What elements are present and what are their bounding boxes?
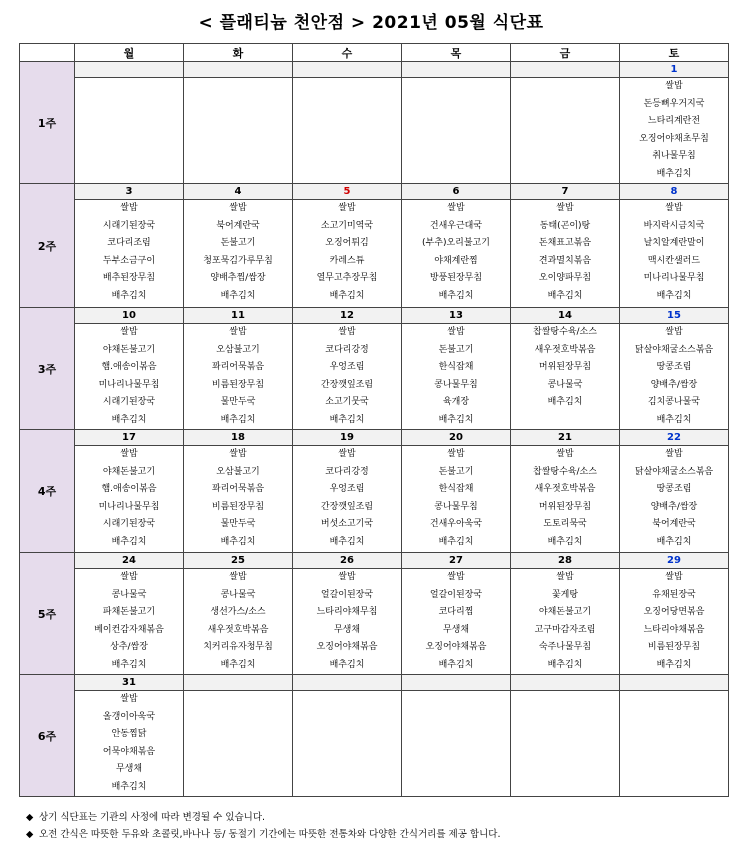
menu-item: 새우젓호박볶음 <box>207 624 269 635</box>
date-number: 12 <box>293 308 402 324</box>
menu-item: 한식잡채 <box>438 362 474 372</box>
menu-item: 견과멸치볶음 <box>538 255 592 266</box>
date-number: 5 <box>293 184 402 200</box>
menu-item: 오징어튀김 <box>325 238 369 248</box>
menu-item: 시래기된장국 <box>102 397 156 407</box>
menu-item: 맥시칸샐러드 <box>647 255 701 266</box>
menu-item: 오징어야채초무침 <box>639 133 709 144</box>
menu-item: 배추김치 <box>438 536 474 547</box>
menu-item: 양배추/쌈장 <box>650 501 698 512</box>
menu-cell <box>402 78 511 184</box>
menu-cell <box>184 446 293 553</box>
page-title: < 플래티늄 천안점 > 2021년 05월 식단표 <box>198 13 544 33</box>
menu-cell <box>620 78 729 184</box>
menu-cell <box>620 324 729 430</box>
menu-item: 코다리찜 <box>438 607 474 617</box>
date-number: 31 <box>75 675 184 691</box>
date-number <box>184 675 293 691</box>
menu-cell <box>511 691 620 797</box>
menu-item: 배추김치 <box>329 290 365 301</box>
date-number: 3 <box>75 184 184 200</box>
date-number <box>184 62 293 78</box>
menu-item: 쌀밥 <box>338 327 356 337</box>
menu-item: 꽈리어묵볶음 <box>211 484 265 494</box>
menu-item: 돈등뼈우거지국 <box>643 98 705 109</box>
menu-item: 배추김치 <box>111 290 147 301</box>
menu-item: 배추김치 <box>656 290 692 301</box>
menu-item: 새우젓호박볶음 <box>534 484 596 494</box>
date-number: 29 <box>620 553 729 569</box>
menu-item: 머위된장무침 <box>538 362 592 372</box>
date-number <box>620 675 729 691</box>
menu-cell <box>620 446 729 553</box>
menu-item: 바지락시금치국 <box>643 220 705 231</box>
menu-item: 쌀밥 <box>447 203 465 213</box>
date-number: 11 <box>184 308 293 324</box>
menu-cell <box>511 569 620 675</box>
week-label: 5주 <box>20 553 75 675</box>
date-number: 25 <box>184 553 293 569</box>
menu-item: 건새우근대국 <box>429 220 483 231</box>
menu-item: 꽃게탕 <box>551 589 579 600</box>
menu-item: 햄.애송이볶음 <box>101 484 157 494</box>
week-label: 1주 <box>20 62 75 184</box>
menu-item: 배추김치 <box>111 536 147 547</box>
menu-item: 베이컨감자채볶음 <box>94 624 164 635</box>
menu-cell <box>184 691 293 797</box>
menu-item: 유채된장국 <box>652 589 696 600</box>
menu-cell <box>402 691 511 797</box>
week-label: 4주 <box>20 430 75 553</box>
week-label: 6주 <box>20 675 75 797</box>
menu-item: 느타리계란전 <box>647 116 701 126</box>
menu-item: 콩나물국 <box>220 589 256 600</box>
date-number: 21 <box>511 430 620 446</box>
menu-item: 버섯소고기국 <box>320 519 374 529</box>
week-label: 3주 <box>20 308 75 430</box>
menu-item: 배추김치 <box>656 414 692 425</box>
date-number: 10 <box>75 308 184 324</box>
menu-item: 쌀밥 <box>447 449 465 459</box>
menu-item: 배추김치 <box>547 397 583 407</box>
menu-item: 미나리나물무침 <box>643 273 705 283</box>
menu-item: 배추김치 <box>220 659 256 670</box>
menu-item: 우엉조림 <box>329 362 365 372</box>
menu-cell <box>293 324 402 430</box>
menu-item: 미나리나물무침 <box>98 379 160 390</box>
corner-cell <box>20 44 75 62</box>
menu-item: 고구마감자조림 <box>534 624 596 635</box>
menu-item: 쌀밥 <box>665 572 683 582</box>
menu-row <box>20 78 729 184</box>
menu-item: 오삼불고기 <box>216 344 260 355</box>
menu-item: 코다리조림 <box>107 238 151 248</box>
menu-item: 무생채 <box>442 624 470 635</box>
menu-cell <box>184 78 293 184</box>
day-header-wed: 수 <box>293 44 402 62</box>
menu-item: 쌀밥 <box>447 327 465 337</box>
menu-cell <box>75 78 184 184</box>
date-number: 24 <box>75 553 184 569</box>
date-number <box>293 675 402 691</box>
menu-item: 비름된장무침 <box>647 642 701 652</box>
menu-cell <box>402 569 511 675</box>
meal-calendar-body <box>20 62 729 797</box>
menu-item: 미나리나물무침 <box>98 501 160 512</box>
menu-cell <box>620 569 729 675</box>
day-header-thu: 목 <box>402 44 511 62</box>
date-number <box>293 62 402 78</box>
date-number: 22 <box>620 430 729 446</box>
menu-item: 콩나물국 <box>547 379 583 390</box>
menu-cell <box>75 569 184 675</box>
menu-item: 카레스튜 <box>329 255 365 266</box>
day-header-sat: 토 <box>620 44 729 62</box>
menu-item: 배추김치 <box>111 659 147 670</box>
menu-item: 배추김치 <box>656 168 692 179</box>
menu-cell <box>511 78 620 184</box>
menu-item: 파채돈불고기 <box>102 607 156 617</box>
menu-item: 배추김치 <box>111 414 147 425</box>
menu-cell <box>511 200 620 308</box>
menu-cell <box>293 78 402 184</box>
menu-row <box>20 200 729 308</box>
menu-item: 간장깻잎조림 <box>320 379 374 390</box>
menu-item: 방풍된장무침 <box>429 273 483 283</box>
menu-item: 쌀밥 <box>665 81 683 91</box>
menu-cell <box>511 446 620 553</box>
date-row <box>20 62 729 78</box>
menu-item: 물만두국 <box>220 519 256 529</box>
menu-item: 콩나물무침 <box>434 379 478 390</box>
menu-item: 배추김치 <box>547 536 583 547</box>
menu-item: 배추김치 <box>329 536 365 547</box>
menu-item: 청포묵김가루무침 <box>203 255 273 266</box>
menu-item: 건새우아욱국 <box>429 519 483 529</box>
menu-cell <box>75 446 184 553</box>
menu-item: 우엉조림 <box>329 484 365 494</box>
date-number: 28 <box>511 553 620 569</box>
menu-cell <box>620 691 729 797</box>
menu-item: 배추김치 <box>547 659 583 670</box>
menu-item: 쌀밥 <box>338 203 356 213</box>
diamond-bullet-icon: ◆ <box>26 812 34 823</box>
note-line <box>26 809 500 826</box>
date-number: 8 <box>620 184 729 200</box>
menu-item: 닭살야채굴소스볶음 <box>634 344 714 355</box>
menu-item: 얼갈이된장국 <box>320 589 374 600</box>
menu-item: 배추김치 <box>656 659 692 670</box>
menu-item: 닭살야채굴소스볶음 <box>634 466 714 477</box>
menu-item: 김치콩나물국 <box>647 397 701 407</box>
menu-item: 햄.애송이볶음 <box>101 362 157 372</box>
day-header-fri: 금 <box>511 44 620 62</box>
menu-item: 물만두국 <box>220 397 256 407</box>
menu-item: 배추김치 <box>220 414 256 425</box>
menu-cell <box>293 569 402 675</box>
menu-item: 콩나물국 <box>111 589 147 600</box>
menu-item: 쌀밥 <box>447 572 465 582</box>
menu-item: 오이양파무침 <box>538 273 592 283</box>
menu-item: 상추/쌈장 <box>110 642 148 652</box>
menu-row <box>20 446 729 553</box>
date-number: 14 <box>511 308 620 324</box>
menu-item: 코다리강정 <box>325 344 369 355</box>
day-header-mon: 월 <box>75 44 184 62</box>
note-text: 오전 간식은 따뜻한 두유와 초콜릿,바나나 등/ 동절기 기간에는 따뜻한 전통차와 다양한 간식거리를 제공 합니다. <box>39 829 501 840</box>
date-number: 15 <box>620 308 729 324</box>
menu-item: 양배추찜/쌈장 <box>210 273 266 283</box>
date-number <box>75 62 184 78</box>
date-number: 4 <box>184 184 293 200</box>
menu-item: 쌀밥 <box>556 572 574 582</box>
menu-item: 배추김치 <box>438 659 474 670</box>
menu-item: 쌀밥 <box>665 203 683 213</box>
date-number: 26 <box>293 553 402 569</box>
menu-item: 열무고추장무침 <box>316 273 378 283</box>
date-number: 13 <box>402 308 511 324</box>
menu-item: 안동찜닭 <box>111 729 147 739</box>
menu-item: 돈불고기 <box>438 344 474 355</box>
menu-cell <box>402 324 511 430</box>
date-number: 20 <box>402 430 511 446</box>
menu-item: 취나물무침 <box>652 151 696 161</box>
menu-cell <box>511 324 620 430</box>
week-label: 2주 <box>20 184 75 308</box>
menu-cell <box>184 569 293 675</box>
date-number: 7 <box>511 184 620 200</box>
menu-item: 오징어야채볶음 <box>316 642 378 652</box>
menu-item: 소고기미역국 <box>320 220 374 231</box>
menu-item: 쌀밥 <box>120 327 138 337</box>
menu-item: 쌀밥 <box>665 449 683 459</box>
menu-item: 꽈리어묵볶음 <box>211 362 265 372</box>
date-number: 18 <box>184 430 293 446</box>
note-line <box>26 826 500 843</box>
menu-item: 땅콩조림 <box>656 484 692 494</box>
menu-item: 얼갈이된장국 <box>429 589 483 600</box>
menu-cell <box>402 446 511 553</box>
menu-item: 콩나물무침 <box>434 501 478 512</box>
menu-item: 찹쌀탕수육/소스 <box>533 327 597 337</box>
menu-item: 비름된장무침 <box>211 379 265 390</box>
menu-item: 돈채표고볶음 <box>538 238 592 248</box>
menu-item: 느타리야채무침 <box>316 607 378 617</box>
menu-item: 배추김치 <box>438 414 474 425</box>
menu-item: 두부소금구이 <box>102 255 156 266</box>
menu-item: 북어계란국 <box>652 519 696 529</box>
menu-cell <box>184 200 293 308</box>
menu-item: 배추김치 <box>438 290 474 301</box>
date-row <box>20 675 729 691</box>
menu-item: 비름된장무침 <box>211 501 265 512</box>
menu-item: 오징어야채볶음 <box>425 642 487 652</box>
menu-item: 야채계란찜 <box>434 255 478 266</box>
date-number <box>511 62 620 78</box>
menu-cell <box>293 691 402 797</box>
menu-row <box>20 569 729 675</box>
menu-item: 쌀밥 <box>229 203 247 213</box>
menu-item: 느타리야채볶음 <box>643 624 705 635</box>
date-number <box>402 62 511 78</box>
menu-item: 숙주나물무침 <box>538 642 592 652</box>
menu-item: 소고기뭇국 <box>325 397 369 407</box>
menu-cell <box>293 200 402 308</box>
menu-item: 야채돈불고기 <box>102 466 156 477</box>
menu-item: 어묵야채볶음 <box>102 746 156 757</box>
menu-item: 시래기된장국 <box>102 220 156 231</box>
note-text: 상기 식단표는 기관의 사정에 따라 변경될 수 있습니다. <box>39 812 266 823</box>
menu-cell <box>620 200 729 308</box>
menu-item: 돈불고기 <box>438 466 474 477</box>
menu-cell <box>402 200 511 308</box>
menu-item: 배추김치 <box>329 659 365 670</box>
day-header-row <box>20 44 729 62</box>
menu-cell <box>75 200 184 308</box>
diamond-bullet-icon: ◆ <box>26 829 34 840</box>
day-header-tue: 화 <box>184 44 293 62</box>
menu-item: 쌀밥 <box>229 572 247 582</box>
menu-item: 쌀밥 <box>229 449 247 459</box>
date-number <box>402 675 511 691</box>
menu-item: 배추김치 <box>111 781 147 792</box>
menu-item: 쌀밥 <box>665 327 683 337</box>
menu-item: 쌀밥 <box>120 203 138 213</box>
menu-item: 동태(곤이)탕 <box>539 220 591 231</box>
menu-item: 찹쌀탕수육/소스 <box>533 466 597 477</box>
menu-item: 육개장 <box>442 397 470 407</box>
date-row <box>20 430 729 446</box>
menu-item: 오삼불고기 <box>216 466 260 477</box>
menu-item: 생선가스/소스 <box>210 607 266 617</box>
menu-cell <box>184 324 293 430</box>
meal-calendar-table <box>19 43 729 797</box>
menu-cell <box>293 446 402 553</box>
menu-item: 양배추/쌈장 <box>650 379 698 390</box>
menu-item: 배추된장무침 <box>102 273 156 283</box>
menu-item: 오징어당면볶음 <box>643 607 705 617</box>
menu-item: 쌀밥 <box>556 449 574 459</box>
date-row <box>20 308 729 324</box>
menu-item: 쌀밥 <box>229 327 247 337</box>
date-number: 1 <box>620 62 729 78</box>
menu-item: 한식잡채 <box>438 484 474 494</box>
date-row <box>20 184 729 200</box>
menu-item: 쌀밥 <box>338 572 356 582</box>
menu-item: 야채돈불고기 <box>102 344 156 355</box>
menu-item: 새우젓호박볶음 <box>534 344 596 355</box>
menu-item: 야채돈불고기 <box>538 607 592 617</box>
date-number: 27 <box>402 553 511 569</box>
menu-item: 코다리강정 <box>325 466 369 477</box>
menu-item: 도토리묵국 <box>543 519 587 529</box>
menu-item: 쌀밥 <box>120 694 138 704</box>
menu-item: 돈불고기 <box>220 238 256 248</box>
menu-item: 날치알계란말이 <box>643 238 705 248</box>
menu-row <box>20 324 729 430</box>
notes <box>26 809 500 843</box>
menu-item: 배추김치 <box>329 414 365 425</box>
date-number: 19 <box>293 430 402 446</box>
menu-item: 쌀밥 <box>120 449 138 459</box>
date-number: 6 <box>402 184 511 200</box>
menu-item: 땅콩조림 <box>656 362 692 372</box>
menu-item: 배추김치 <box>220 290 256 301</box>
menu-item: 쌀밥 <box>338 449 356 459</box>
menu-item: 간장깻잎조림 <box>320 501 374 512</box>
menu-cell <box>75 691 184 797</box>
date-number: 17 <box>75 430 184 446</box>
date-number <box>511 675 620 691</box>
menu-item: 시래기된장국 <box>102 519 156 529</box>
date-row <box>20 553 729 569</box>
menu-item: 머위된장무침 <box>538 501 592 512</box>
menu-item: 배추김치 <box>220 536 256 547</box>
menu-item: 올갱이아욱국 <box>102 711 156 722</box>
menu-item: 쌀밥 <box>120 572 138 582</box>
menu-cell <box>75 324 184 430</box>
menu-item: 북어계란국 <box>216 220 260 231</box>
menu-item: (부추)오리불고기 <box>422 238 490 248</box>
menu-item: 쌀밥 <box>556 203 574 213</box>
menu-item: 배추김치 <box>547 290 583 301</box>
menu-item: 무생채 <box>333 624 361 635</box>
menu-item: 무생채 <box>115 764 143 774</box>
menu-row <box>20 691 729 797</box>
menu-item: 배추김치 <box>656 536 692 547</box>
menu-item: 치커리유자청무침 <box>203 642 273 652</box>
